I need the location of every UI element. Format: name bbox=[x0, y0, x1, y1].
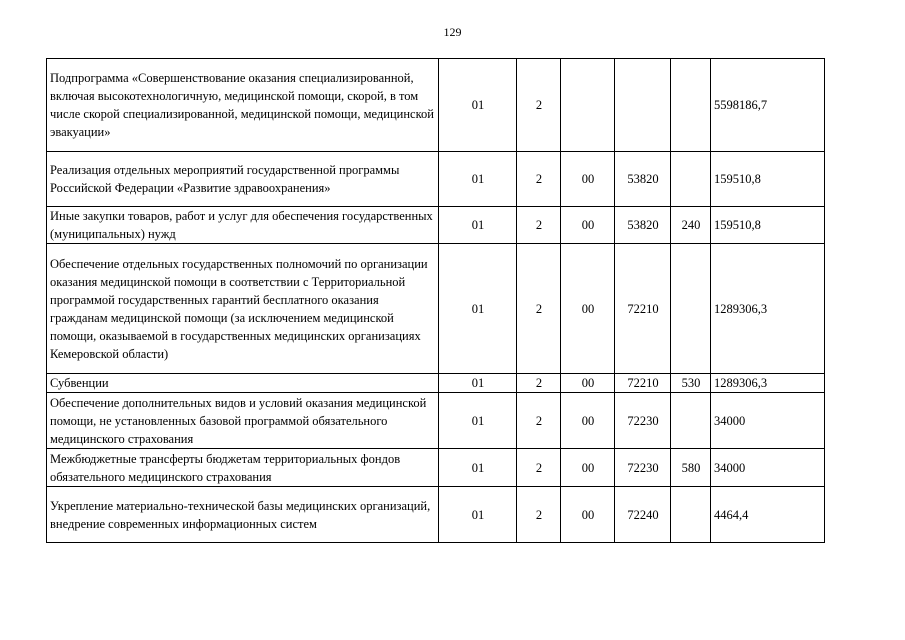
row-name: Обеспечение дополнительных видов и условий оказания медицинской помощи, не установленных базовой программой обязательного медицинского страхования bbox=[47, 393, 439, 449]
direction-code: 00 bbox=[561, 207, 615, 244]
expense-type-code: 580 bbox=[671, 449, 711, 487]
table-row bbox=[47, 374, 825, 393]
amount: 1289306,3 bbox=[711, 244, 825, 374]
event-code: 53820 bbox=[615, 207, 671, 244]
table-row bbox=[47, 207, 825, 244]
direction-code: 00 bbox=[561, 152, 615, 207]
amount: 34000 bbox=[711, 449, 825, 487]
amount: 1289306,3 bbox=[711, 374, 825, 393]
table-row bbox=[47, 244, 825, 374]
program-code: 01 bbox=[439, 207, 517, 244]
direction-code: 00 bbox=[561, 244, 615, 374]
program-code: 01 bbox=[439, 393, 517, 449]
program-code: 01 bbox=[439, 487, 517, 543]
table-row bbox=[47, 59, 825, 152]
subprogram-code: 2 bbox=[517, 374, 561, 393]
amount: 34000 bbox=[711, 393, 825, 449]
direction-code: 00 bbox=[561, 449, 615, 487]
event-code: 72240 bbox=[615, 487, 671, 543]
expense-type-code bbox=[671, 487, 711, 543]
event-code: 72210 bbox=[615, 374, 671, 393]
subprogram-code: 2 bbox=[517, 449, 561, 487]
subprogram-code: 2 bbox=[517, 393, 561, 449]
subprogram-code: 2 bbox=[517, 487, 561, 543]
subprogram-code: 2 bbox=[517, 207, 561, 244]
amount: 4464,4 bbox=[711, 487, 825, 543]
table-row bbox=[47, 393, 825, 449]
expense-type-code: 240 bbox=[671, 207, 711, 244]
table-row bbox=[47, 449, 825, 487]
expense-type-code: 530 bbox=[671, 374, 711, 393]
row-name: Субвенции bbox=[47, 374, 439, 393]
budget-table bbox=[46, 58, 825, 543]
amount: 159510,8 bbox=[711, 207, 825, 244]
row-name: Межбюджетные трансферты бюджетам территориальных фондов обязательного медицинского страхования bbox=[47, 449, 439, 487]
page-number: 129 bbox=[443, 25, 462, 39]
subprogram-code: 2 bbox=[517, 244, 561, 374]
event-code: 72230 bbox=[615, 449, 671, 487]
program-code: 01 bbox=[439, 244, 517, 374]
program-code: 01 bbox=[439, 59, 517, 152]
expense-type-code bbox=[671, 244, 711, 374]
event-code: 53820 bbox=[615, 152, 671, 207]
event-code bbox=[615, 59, 671, 152]
program-code: 01 bbox=[439, 449, 517, 487]
direction-code: 00 bbox=[561, 374, 615, 393]
event-code: 72210 bbox=[615, 244, 671, 374]
amount: 5598186,7 bbox=[711, 59, 825, 152]
event-code: 72230 bbox=[615, 393, 671, 449]
row-name: Укрепление материально-технической базы медицинских организаций, внедрение современных информационных систем bbox=[47, 487, 439, 543]
subprogram-code: 2 bbox=[517, 59, 561, 152]
table-row bbox=[47, 152, 825, 207]
row-name: Обеспечение отдельных государственных полномочий по организации оказания медицинской помощи в соответствии с Территориальной программой государственных гарантий бесплатного оказания гражданам медицинской помощи (за исключением медицинской помощи, оказываемой в государственных медицинских организациях Кемеровской области) bbox=[47, 244, 439, 374]
direction-code: 00 bbox=[561, 487, 615, 543]
direction-code: 00 bbox=[561, 393, 615, 449]
amount: 159510,8 bbox=[711, 152, 825, 207]
row-name: Подпрограмма «Совершенствование оказания специализированной, включая высокотехнологичную, медицинской помощи, скорой, в том числе скорой специализированной, медицинской помощи, медицинской эвакуации» bbox=[47, 59, 439, 152]
subprogram-code: 2 bbox=[517, 152, 561, 207]
row-name: Иные закупки товаров, работ и услуг для обеспечения государственных (муниципальных) нужд bbox=[47, 207, 439, 244]
row-name: Реализация отдельных мероприятий государственной программы Российской Федерации «Развитие здравоохранения» bbox=[47, 152, 439, 207]
expense-type-code bbox=[671, 152, 711, 207]
expense-type-code bbox=[671, 59, 711, 152]
expense-type-code bbox=[671, 393, 711, 449]
program-code: 01 bbox=[439, 152, 517, 207]
direction-code bbox=[561, 59, 615, 152]
table-row bbox=[47, 487, 825, 543]
program-code: 01 bbox=[439, 374, 517, 393]
